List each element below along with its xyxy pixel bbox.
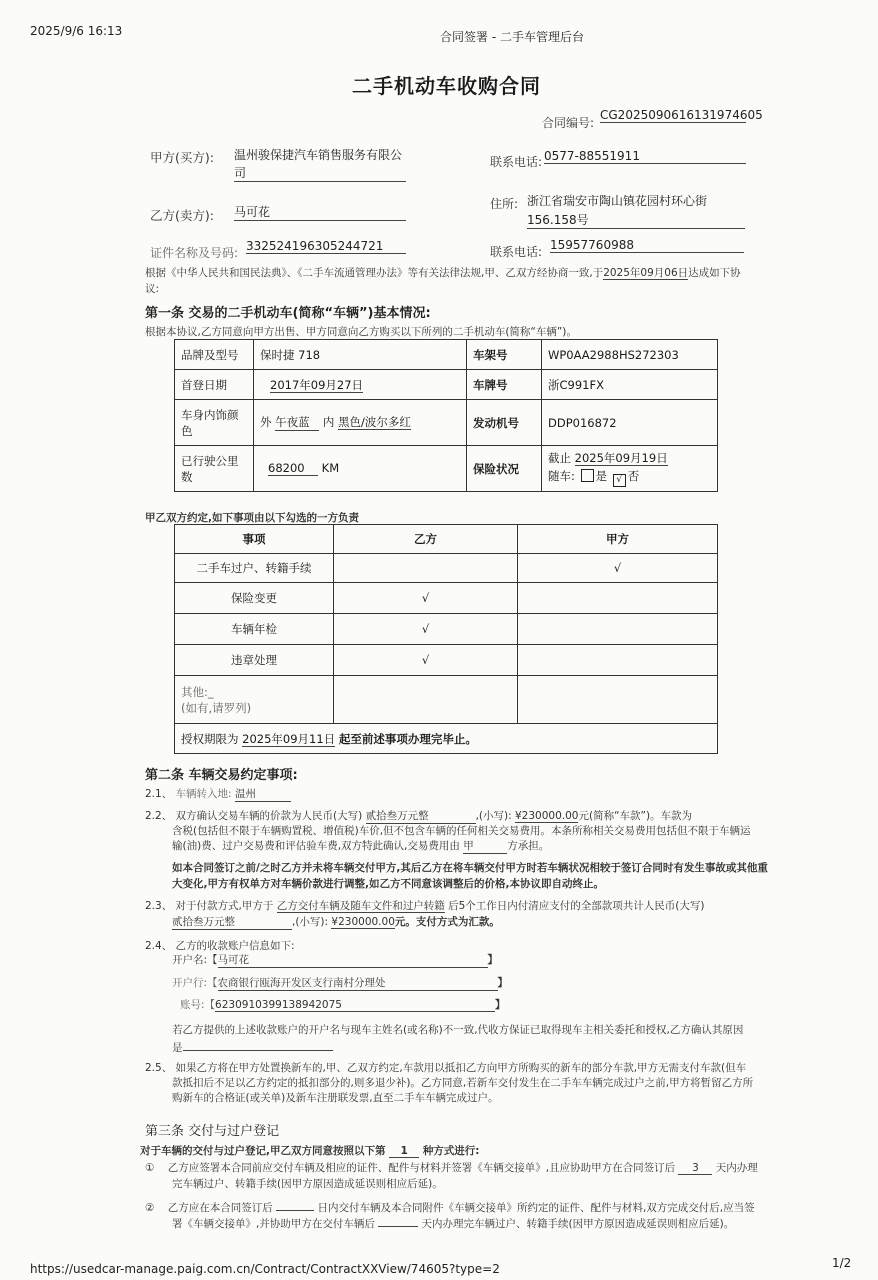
s24-holder-label: 开户名:【 [172, 954, 218, 966]
s24-holder: 马可花 [218, 952, 488, 968]
s25-line3: 购新车的合格证(或关单)及新车注册联发票,直至二手车车辆完成过户。 [172, 1092, 499, 1104]
agree-line: 甲乙双方约定,如下事项由以下勾选的一方负责 [145, 512, 359, 524]
party-a-name-line2: 司 [234, 164, 406, 182]
article1-title: 第一条 交易的二手机动车(简称“车辆”)基本情况: [145, 306, 431, 321]
s22-line1 [145, 808, 692, 824]
intro-date: 2025年09月06日 [603, 267, 689, 279]
ins-car-label: 随车: [548, 469, 575, 483]
table-row [175, 583, 718, 614]
int-color: 黑色/波尔多红 [337, 415, 411, 429]
resp-b: √ [334, 645, 518, 676]
s22-bold1: 如本合同签订之前/之时乙方并未将车辆交付甲方,其后乙方在将车辆交付甲方时若车辆状况相较于签订合同时有发生事故或其他重 [172, 862, 768, 874]
article3-title: 第三条 交付与过户登记 [145, 1124, 280, 1139]
option2-num: ② [145, 1202, 155, 1214]
ins-yes-label: 是 [595, 469, 608, 483]
party-b-address-line2: 156.158号 [527, 211, 745, 229]
color-label-2: 色 [181, 423, 193, 438]
s24-acct: 6230910399138942075 [215, 999, 495, 1012]
resp-header-b: 乙方 [334, 525, 518, 554]
s22-t3: 元(简称“车款”)。车款为 [578, 810, 693, 822]
insurance-cell [542, 446, 718, 492]
resp-b [334, 554, 518, 583]
s24-reason-blank [183, 1038, 333, 1051]
engine-value: DDP016872 [542, 400, 718, 446]
vin-value: WP0AA2988HS272303 [542, 340, 718, 370]
s24-holder-line [172, 952, 498, 968]
s23-line1 [145, 898, 704, 913]
brand-label: 品牌及型号 [175, 340, 254, 370]
s25-line2: 款抵扣后不足以乙方约定的抵扣部分的,则多退少补)。乙方同意,若新车交付发生在二手车车辆完成过户之前,甲方将暂留乙方所 [172, 1077, 754, 1089]
deadline-suffix: 起至前述事项办理完毕止。 [338, 731, 477, 746]
responsibility-table [174, 524, 718, 754]
ext-prefix: 外 [260, 415, 272, 429]
resp-header-item: 事项 [175, 525, 334, 554]
s23-t1: 对于付款方式,甲方于 [175, 900, 274, 912]
ext-color: 午夜蓝 [275, 414, 319, 431]
plate-label: 车牌号 [467, 370, 542, 400]
resp-b: √ [334, 583, 518, 614]
contract-no-label: 合同编号: [542, 116, 595, 130]
party-b-name: 马可花 [234, 203, 406, 221]
s22-amount-cn: 贰拾叁万元整 [366, 808, 476, 824]
option1-num: ① [145, 1162, 155, 1174]
option2-blank2 [378, 1214, 418, 1227]
s21-value: 温州 [235, 786, 291, 802]
article3-intro-a: 对于车辆的交付与过户登记,甲乙双方同意按照以下第 [140, 1145, 386, 1157]
s22-bold2: 大变化,甲方有权单方对车辆价款进行调整,如乙方不同意该调整后的价格,本协议即自动终止。 [172, 878, 604, 890]
s24-acct-line [180, 997, 506, 1012]
intro-part1: 根据《中华人民共和国民法典》、《二手车流通管理办法》等有关法律法规,甲、乙双方经协商一致,于 [145, 267, 604, 279]
intro-line [145, 265, 741, 280]
footer-url: https://usedcar-manage.paig.com.cn/Contract/ContractXXView/74605?type=2 [30, 1262, 500, 1276]
resp-b [334, 676, 518, 724]
deadline-cell [175, 724, 718, 754]
table-row [175, 645, 718, 676]
resp-item-other-1: 其他:_ [181, 684, 214, 699]
resp-item-other-2: (如有,请罗列) [181, 700, 252, 715]
ins-yes-checkbox [581, 469, 594, 482]
option2-a: 乙方应在本合同签订后 [167, 1202, 273, 1214]
contract-no-value: CG2025090616131974605 [600, 108, 763, 122]
option1-b: 天内办理 [715, 1162, 758, 1174]
s22-num: 2.2、 [145, 810, 173, 822]
option2-d: 天内办理完车辆过户、转籍手续(因甲方原因造成延误则相应后延)。 [421, 1218, 735, 1230]
s24-t1: 乙方的收款账户信息如下: [175, 940, 295, 952]
ins-prefix: 截止 [548, 451, 571, 465]
plate-value: 浙C991FX [542, 370, 718, 400]
s22-line3a: 输(油)费、过户交易费和评估验车费,双方特此确认,交易费用由 [172, 840, 460, 852]
s24-bank-line [172, 975, 508, 991]
s24-acct-label: 账号:【 [180, 999, 216, 1011]
party-b-phone: 15957760988 [550, 238, 744, 253]
mileage-unit: KM [321, 461, 340, 475]
int-prefix: 内 [322, 415, 335, 429]
table-row [175, 676, 718, 724]
resp-item: 违章处理 [175, 645, 334, 676]
s23-amount-cn: 贰拾叁万元整 [172, 914, 292, 930]
s24-num: 2.4、 [145, 940, 173, 952]
option1-a: 乙方应签署本合同前应交付车辆及相应的证件、配件与材料并签署《车辆交接单》,且应协助甲方在合同签订后 [167, 1162, 676, 1174]
document-title: 二手机动车收购合同 [352, 74, 541, 98]
s22-amount: ¥230000.00 [515, 810, 579, 822]
ins-date: 2025年09月19日 [574, 451, 668, 465]
resp-a [518, 583, 718, 614]
option2-blank1 [276, 1198, 314, 1211]
s24-holder-close: 】 [487, 954, 499, 966]
s24-acct-close: 】 [495, 999, 506, 1011]
s25-l1: 如果乙方将在甲方处置换新车的,甲、乙双方约定,车款用以抵扣乙方向甲方所购买的新车的部分车款,甲方无需支付车款(但车 [175, 1062, 747, 1074]
color-label [175, 400, 254, 446]
ins-no-checkbox: √ [613, 474, 626, 487]
reg-date-label: 首登日期 [175, 370, 254, 400]
resp-a: √ [518, 554, 718, 583]
s22-t1: 双方确认交易车辆的价款为人民币(大写) [175, 810, 363, 822]
resp-a [518, 676, 718, 724]
article1-intro: 根据本协议,乙方同意向甲方出售、甲方同意向乙方购买以下所列的二手机动车(简称“车辆”)。 [145, 326, 577, 338]
resp-item: 二手车过户、转籍手续 [175, 554, 334, 583]
s23-method: 乙方交付车辆及随车文件和过户转籍 [276, 900, 445, 912]
option1-days: 3 [678, 1162, 712, 1175]
s24-bank-close: 】 [497, 977, 509, 989]
mileage-cell [254, 446, 467, 492]
party-b-phone-label: 联系电话: [490, 245, 543, 259]
option2-b: 日内交付车辆及本合同附件《车辆交接单》所约定的证件、配件与材料,双方完成交付后,应当签 [317, 1202, 755, 1214]
article2-title: 第二条 车辆交易约定事项: [145, 768, 298, 783]
option1-line2: 完车辆过户、转籍手续(因甲方原因造成延误则相应后延)。 [172, 1178, 443, 1190]
party-b-id: 332524196305244721 [246, 239, 406, 254]
s21-line [145, 786, 291, 802]
resp-b: √ [334, 614, 518, 645]
option2-c: 署《车辆交接单》,并协助甲方在交付车辆后 [172, 1218, 375, 1230]
page-number: 1/2 [832, 1256, 852, 1270]
s22-line3 [172, 838, 549, 854]
s23-amount: ¥230000.00 [331, 916, 395, 928]
resp-item: 保险变更 [175, 583, 334, 614]
site-title: 合同签署 - 二手车管理后台 [440, 30, 584, 44]
party-b-address-label: 住所: [490, 197, 519, 211]
vehicle-table [174, 339, 718, 492]
engine-label: 发动机号 [467, 400, 542, 446]
resp-a [518, 645, 718, 676]
s21-label: 车辆转入地: [175, 788, 232, 800]
resp-a [518, 614, 718, 645]
resp-item-other [175, 676, 334, 724]
mileage-label-2: 数 [181, 469, 193, 484]
s23-t3: ,(小写): [292, 916, 329, 928]
intro-part3: 议: [145, 283, 160, 295]
s24-line1 [145, 938, 295, 953]
s23-line2 [172, 914, 500, 930]
resp-header-a: 甲方 [518, 525, 718, 554]
brand-value: 保时捷 718 [254, 340, 467, 370]
reg-date-value: 2017年09月27日 [270, 377, 364, 392]
table-row [175, 614, 718, 645]
mileage-value: 68200 [268, 461, 318, 476]
article3-method-no: 1 [389, 1145, 419, 1158]
deadline-prefix: 授权期限为 [181, 731, 239, 746]
reg-date-cell [254, 370, 467, 400]
s24-note1: 若乙方提供的上述收款账户的开户名与现车主姓名(或名称)不一致,代收方保证已取得现车主相关委托和授权,乙方确认其原因 [172, 1024, 744, 1036]
s24-note2: 是 [172, 1042, 183, 1054]
s21-num: 2.1、 [145, 788, 173, 800]
s24-note2-line [172, 1038, 333, 1055]
party-a-label: 甲方(买方): [150, 150, 214, 165]
insurance-label: 保险状况 [467, 446, 542, 492]
vin-label: 车架号 [467, 340, 542, 370]
mileage-label [175, 446, 254, 492]
s24-bank-label: 开户行:【 [172, 977, 218, 989]
option1-line1 [145, 1160, 758, 1175]
mileage-label-1: 已行驶公里 [181, 453, 239, 468]
article3-intro [140, 1143, 480, 1158]
s22-line2: 含税(包括但不限于车辆购置税、增值税)车价,但不包含车辆的任何相关交易费用。本条所称相关交易费用包括但不限于车辆运 [172, 825, 751, 837]
s25-num: 2.5、 [145, 1062, 173, 1074]
color-cell [254, 400, 467, 446]
s23-num: 2.3、 [145, 900, 173, 912]
print-datetime: 2025/9/6 16:13 [30, 24, 123, 38]
party-b-address-line1: 浙江省瑞安市陶山镇花园村环心街 [527, 194, 708, 208]
article3-intro-b: 种方式进行: [422, 1145, 480, 1157]
option2-line1 [145, 1198, 755, 1215]
s22-fee-party: 甲 [463, 838, 507, 854]
ins-no-label: 否 [627, 469, 640, 483]
s25-line1 [145, 1060, 746, 1075]
option2-line2 [172, 1214, 734, 1231]
party-a-phone: 0577-88551911 [544, 149, 746, 164]
s22-t2: ,(小写): [475, 810, 515, 822]
table-row [175, 554, 718, 583]
party-a-phone-label: 联系电话: [490, 155, 543, 169]
intro-part2: 达成如下协 [688, 267, 741, 279]
s23-t4: 元。支付方式为汇款。 [394, 916, 500, 928]
resp-item: 车辆年检 [175, 614, 334, 645]
deadline-date: 2025年09月11日 [242, 731, 336, 746]
party-a-name-line1: 温州骏保捷汽车销售服务有限公 [234, 148, 403, 162]
s24-bank: 农商银行瓯海开发区支行南村分理处 [218, 975, 498, 991]
s22-line3b: 方承担。 [507, 840, 550, 852]
party-b-id-label: 证件名称及号码: [150, 246, 239, 260]
color-label-1: 车身内饰颜 [181, 407, 239, 422]
party-b-label: 乙方(卖方): [150, 208, 214, 223]
s23-t2: 后5个工作日内付清应支付的全部款项共计人民币(大写) [448, 900, 705, 912]
